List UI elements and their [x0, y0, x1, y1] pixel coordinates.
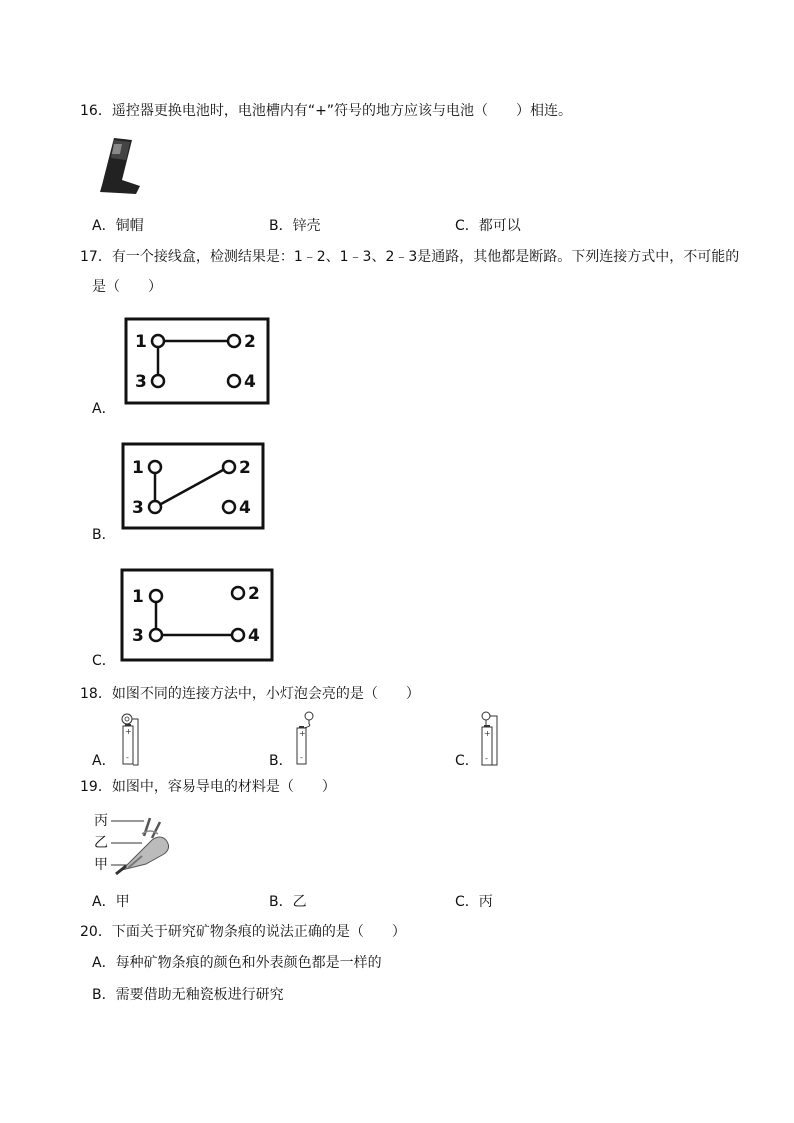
q19-option-b[interactable]: B．乙 [269, 894, 307, 910]
q16-option-b[interactable]: B．锌壳 [269, 218, 321, 234]
remote-control-image [92, 130, 152, 198]
svg-text:1: 1 [132, 587, 144, 607]
q19-plug-diagram [94, 810, 178, 876]
q18-option-b[interactable]: B． [269, 753, 293, 769]
svg-text:4: 4 [239, 498, 251, 518]
q19-option-c[interactable]: C．丙 [455, 894, 493, 910]
part-bing-label: 丙 [94, 813, 108, 829]
svg-text:1: 1 [132, 458, 144, 478]
q20-option-b[interactable]: B．需要借助无釉瓷板进行研究 [92, 987, 284, 1003]
q18-circuit-a [116, 712, 146, 768]
q16-stem: 16．遥控器更换电池时，电池槽内有“+”符号的地方应该与电池（ ）相连。 [80, 103, 573, 119]
svg-text:4: 4 [248, 626, 260, 646]
q16-option-c[interactable]: C．都可以 [455, 218, 521, 234]
part-yi-label: 乙 [94, 835, 108, 851]
part-jia-label: 甲 [94, 857, 108, 873]
q17-diagram-c [120, 568, 274, 662]
q17-option-c[interactable]: C． [92, 653, 116, 669]
q17-stem-line1: 17．有一个接线盒，检测结果是：1﹣2、1﹣3、2﹣3是通路，其他都是断路。下列连接方式中，不可能的 [80, 249, 740, 265]
svg-text:-: - [300, 753, 303, 762]
svg-text:2: 2 [248, 584, 260, 604]
terminal-1-label: 1 [135, 332, 147, 352]
q18-circuit-c [477, 710, 507, 768]
terminal-4-label: 4 [244, 372, 256, 392]
q18-option-c[interactable]: C． [455, 753, 479, 769]
terminal-2-label: 2 [244, 332, 256, 352]
terminal-3-label: 3 [135, 372, 147, 392]
svg-text:+: + [125, 727, 132, 736]
q20-stem: 20．下面关于研究矿物条痕的说法正确的是（ ） [80, 924, 406, 940]
q18-option-a[interactable]: A． [92, 753, 116, 769]
q17-option-b[interactable]: B． [92, 527, 116, 543]
svg-text:+: + [299, 729, 306, 738]
q17-stem-line2: 是（ ） [92, 279, 162, 295]
q18-circuit-b [292, 710, 322, 768]
q20-option-a[interactable]: A．每种矿物条痕的颜色和外表颜色都是一样的 [92, 955, 382, 971]
q17-option-a[interactable]: A． [92, 401, 116, 417]
svg-text:3: 3 [132, 626, 144, 646]
svg-text:+: + [484, 729, 491, 738]
q17-diagram-a [124, 317, 270, 405]
svg-text:-: - [485, 754, 488, 763]
svg-text:-: - [126, 753, 129, 762]
q18-stem: 18．如图不同的连接方法中，小灯泡会亮的是（ ） [80, 686, 420, 702]
svg-text:3: 3 [132, 498, 144, 518]
q19-option-a[interactable]: A．甲 [92, 894, 130, 910]
q16-option-a[interactable]: A．铜帽 [92, 218, 144, 234]
q17-diagram-b [121, 442, 265, 530]
svg-text:2: 2 [239, 458, 251, 478]
q19-stem: 19．如图中，容易导电的材料是（ ） [80, 779, 336, 795]
